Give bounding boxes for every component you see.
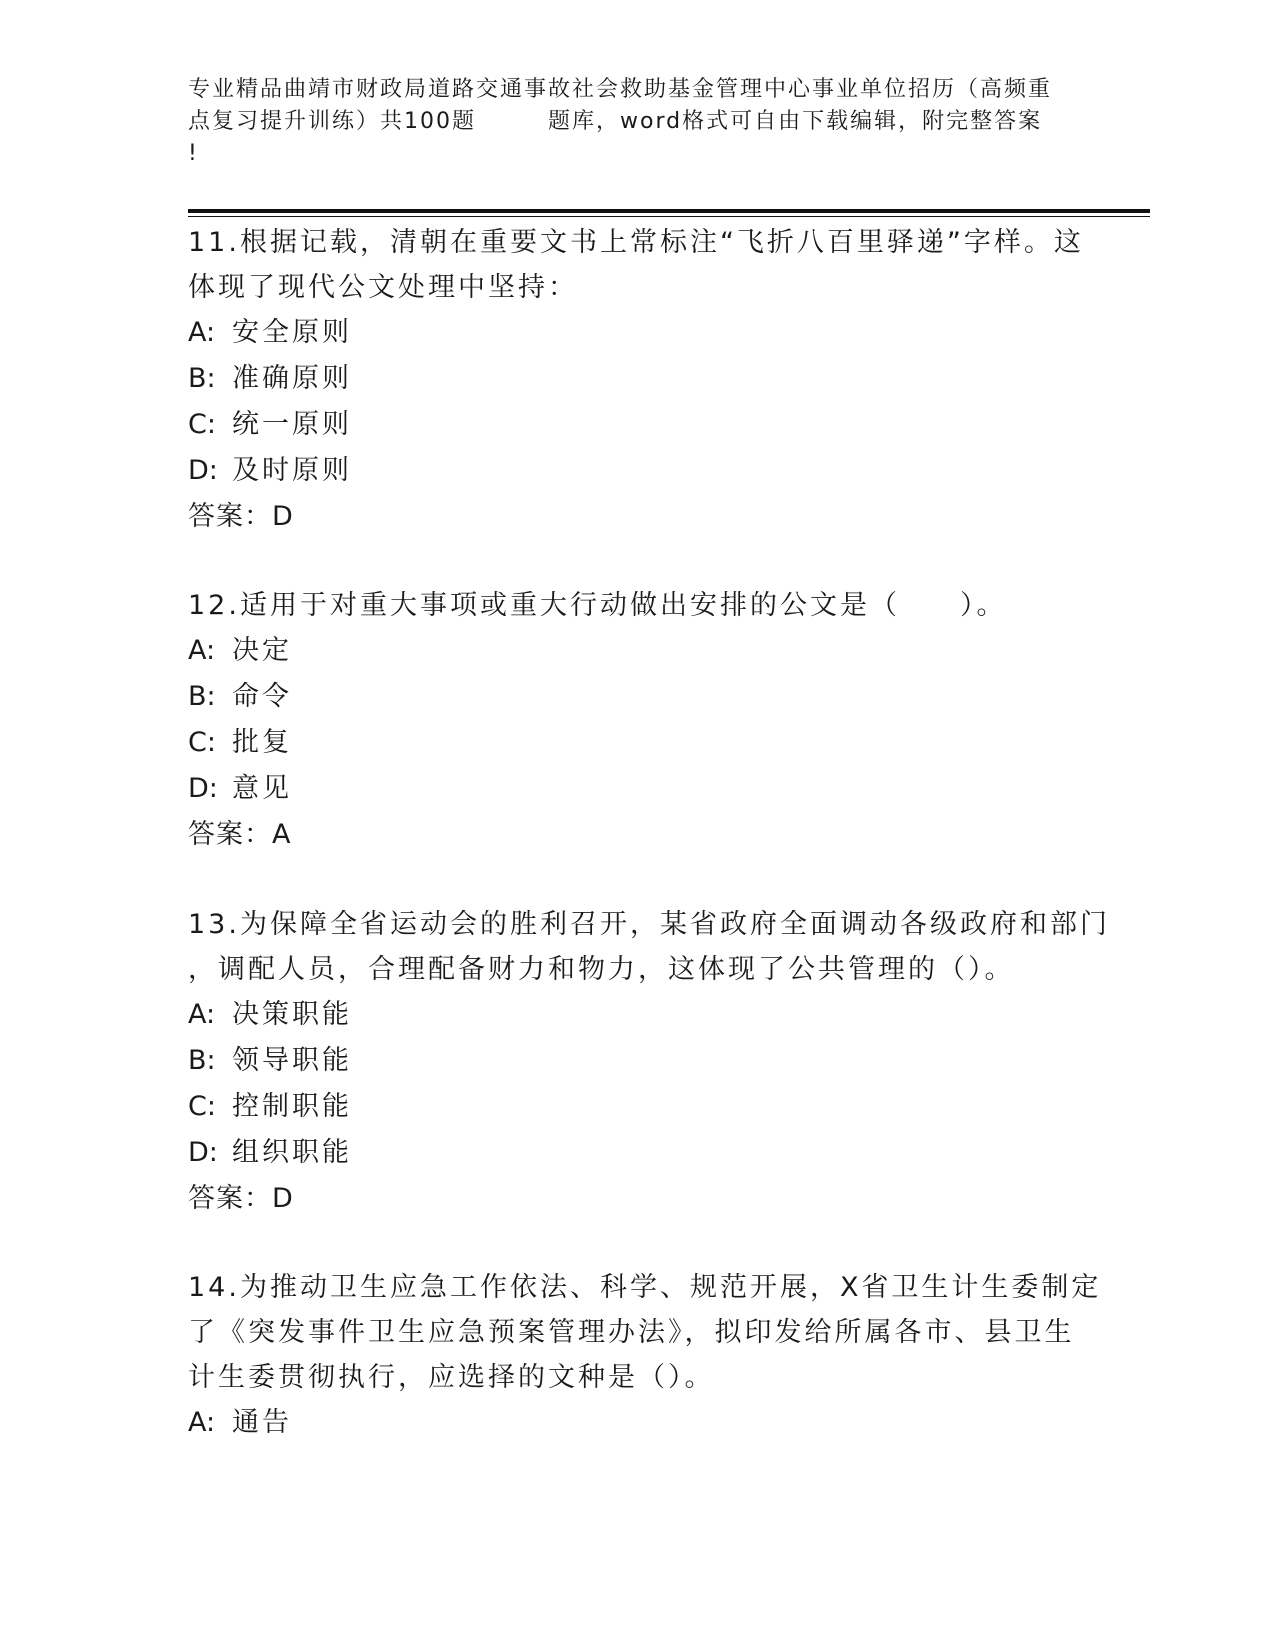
option-d (188, 766, 1088, 812)
option-c (188, 402, 1088, 448)
document-header (188, 74, 1088, 170)
option-key: B: (188, 363, 216, 394)
option-key: C: (188, 409, 216, 440)
option-key: A: (188, 1407, 216, 1438)
option-a (188, 628, 1088, 674)
question-14 (188, 1265, 1102, 1446)
option-text: 决定 (232, 635, 292, 666)
header-line-1: 专业精品曲靖市财政局道路交通事故社会救助基金管理中心事业单位招历（高频重 (188, 77, 1053, 102)
option-key: C: (188, 1091, 216, 1122)
option-key: C: (188, 727, 216, 758)
option-text: 意见 (232, 773, 292, 804)
question-stem-line: 计生委贯彻执行，应选择的文种是（）。 (188, 1362, 715, 1393)
question-stem-line: 13.为保障全省运动会的胜利召开，某省政府全面调动各级政府和部门 (188, 909, 1110, 940)
option-text: 统一原则 (232, 409, 352, 440)
option-d (188, 448, 1088, 494)
question-stem-line: 了《突发事件卫生应急预案管理办法》，拟印发给所属各市、县卫生 (188, 1317, 1075, 1348)
option-key: D: (188, 1137, 218, 1168)
question-stem-line: 11.根据记载，清朝在重要文书上常标注“飞折八百里驿递”字样。这 (188, 227, 1084, 258)
question-11 (188, 220, 1088, 540)
question-stem-line: ，调配人员，合理配备财力和物力，这体现了公共管理的（）。 (188, 954, 1015, 985)
option-text: 准确原则 (232, 363, 352, 394)
option-a (188, 310, 1088, 356)
option-c (188, 1084, 1088, 1130)
question-13 (188, 902, 1110, 1222)
question-stem-line: 14.为推动卫生应急工作依法、科学、规范开展，X省卫生计生委制定 (188, 1272, 1102, 1303)
option-text: 安全原则 (232, 317, 352, 348)
option-key: D: (188, 773, 218, 804)
option-c (188, 720, 1088, 766)
option-text: 决策职能 (232, 999, 352, 1030)
option-text: 通告 (232, 1407, 292, 1438)
option-b (188, 356, 1088, 402)
option-key: A: (188, 635, 216, 666)
option-b (188, 1038, 1088, 1084)
header-line-2-end: 题库，word格式可自由下载编辑，附完整答案 (548, 109, 1043, 134)
option-text: 领导职能 (232, 1045, 352, 1076)
option-text: 命令 (232, 681, 292, 712)
option-key: B: (188, 681, 216, 712)
option-a (188, 1400, 1088, 1446)
option-key: A: (188, 999, 216, 1030)
option-d (188, 1130, 1088, 1176)
option-text: 批复 (232, 727, 292, 758)
header-divider-thick (188, 209, 1150, 213)
option-text: 控制职能 (232, 1091, 352, 1122)
answer-line: 答案：A (188, 819, 292, 850)
header-line-2 (188, 106, 1088, 138)
option-b (188, 674, 1088, 720)
header-line-3: ! (188, 141, 199, 166)
option-key: D: (188, 455, 218, 486)
option-text: 组织职能 (232, 1137, 352, 1168)
option-key: B: (188, 1045, 216, 1076)
option-a (188, 992, 1088, 1038)
question-stem-line: 12.适用于对重大事项或重大行动做出安排的公文是（ ）。 (188, 590, 1007, 621)
option-text: 及时原则 (232, 455, 352, 486)
header-line-2-start: 点复习提升训练）共100题 (188, 109, 476, 134)
question-12 (188, 583, 1088, 858)
answer-line: 答案：D (188, 1183, 294, 1214)
option-key: A: (188, 317, 216, 348)
answer-line: 答案：D (188, 501, 294, 532)
header-divider-thin (188, 216, 1150, 217)
question-stem-line: 体现了现代公文处理中坚持： (188, 272, 578, 303)
